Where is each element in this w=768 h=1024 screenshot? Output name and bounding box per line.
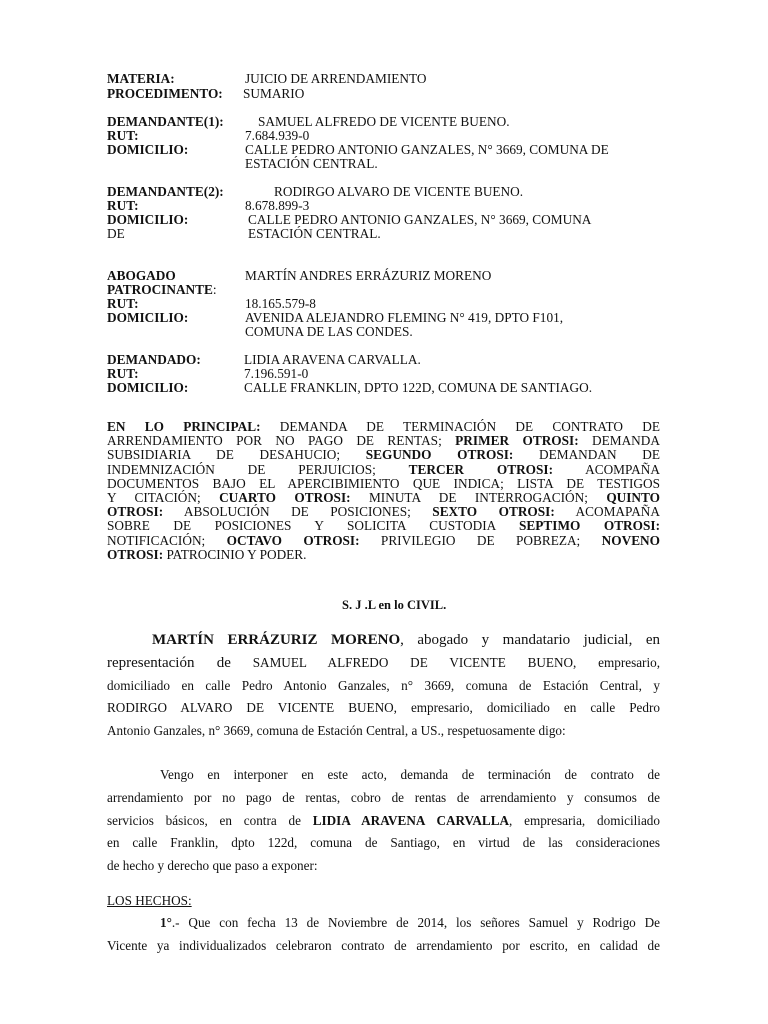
summary-text: MINUTA DE INTERROGACIÓN;	[368, 490, 588, 506]
hechos-line: Vicente ya individualizados celebraron contrato de arrendamiento por escrito, en calidad de	[107, 937, 660, 953]
summary-otrosi-label: CUARTO OTROSI:	[219, 490, 351, 506]
summary-text: DEMANDA DE TERMINACIÓN DE CONTRATO DE	[279, 419, 661, 434]
summary-otrosi-label: SEPTIMO OTROSI:	[519, 518, 661, 534]
summary-line	[107, 491, 660, 505]
intro-line: Antonio Ganzales, n° 3669, comuna de Estación Central, a US., respetuosamente digo:	[107, 723, 566, 739]
summary-text: ACOMAPAÑA	[575, 504, 660, 520]
summary-otrosi-label: PRIMER OTROSI:	[455, 433, 579, 449]
lawyer-name: MARTÍN ERRÁZURIZ MORENO	[152, 632, 401, 648]
demandante1-rut: 7.684.939-0	[245, 128, 310, 143]
intro-line	[107, 652, 660, 675]
summary-line	[107, 519, 660, 533]
intro-line: domiciliado en calle Pedro Antonio Ganzales, n° 3669, comuna de Estación Central, y	[107, 677, 660, 693]
hechos-line	[107, 912, 660, 935]
procedimiento-label: PROCEDIMENTO:	[107, 86, 223, 101]
hechos-text: .- Que con fecha 13 de Noviembre de 2014, los señores Samuel y Rodrigo De	[171, 915, 660, 930]
hechos-number: 1°	[160, 915, 172, 930]
vengo-paragraph	[107, 764, 660, 878]
abogado-rut: 18.165.579-8	[245, 296, 316, 311]
summary-text: SUBSIDIARIA DE DESAHUCIO;	[107, 447, 341, 463]
demandado-rut-label: RUT:	[107, 366, 139, 381]
hechos-paragraph	[107, 912, 660, 958]
summary-otrosi-label: SEXTO OTROSI:	[432, 504, 555, 520]
materia-label: MATERIA:	[107, 71, 175, 86]
vengo-text: servicios básicos, en contra de	[107, 812, 301, 828]
vengo-line: Vengo en interponer en este acto, demanda de terminación de contrato de	[160, 767, 660, 782]
summary-line	[107, 548, 660, 562]
demandante1-name: SAMUEL ALFREDO DE VICENTE BUENO.	[258, 114, 510, 129]
demandante2-domicilio-label: DOMICILIO:	[107, 212, 189, 227]
abogado-domicilio-line1: AVENIDA ALEJANDRO FLEMING N° 419, DPTO F101,	[245, 310, 564, 325]
summary-otrosi-label: QUINTO	[606, 490, 661, 506]
patrocinante-label	[107, 282, 217, 297]
plaintiff-name: SAMUEL ALFREDO DE VICENTE BUENO	[252, 654, 573, 670]
demandante1-label: DEMANDANTE(1):	[107, 114, 224, 129]
hechos-heading: LOS HECHOS:	[107, 893, 192, 908]
summary-otrosi-label: OTROSI:	[107, 546, 164, 562]
demandado-domicilio-label: DOMICILIO:	[107, 380, 189, 395]
summary-text: DOCUMENTOS BAJO EL APERCIBIMIENTO QUE INDICA; LISTA DE TESTIGOS	[107, 475, 660, 491]
defendant-name: LIDIA ARAVENA CARVALLA	[312, 812, 510, 828]
intro-line: RODIRGO ALVARO DE VICENTE BUENO, empresario, domiciliado en calle Pedro	[107, 700, 660, 716]
summary-otrosi-label: NOVENO	[601, 532, 661, 548]
summary-text: PATROCINIO Y PODER.	[166, 546, 307, 562]
summary-line	[107, 448, 660, 462]
vengo-text: , empresaria, domiciliado	[509, 812, 660, 828]
demandante1-domicilio-line1: CALLE PEDRO ANTONIO GANZALES, N° 3669, COMUNA DE	[245, 142, 609, 157]
summary-line	[107, 420, 660, 434]
summary-line	[107, 463, 660, 477]
demandante1-domicilio-label: DOMICILIO:	[107, 142, 189, 157]
summary-text: PRIVILEGIO DE POBREZA;	[380, 532, 581, 548]
abogado-domicilio-label: DOMICILIO:	[107, 310, 189, 325]
demandado-label: DEMANDADO:	[107, 352, 201, 367]
patrocinante-label-text: PATROCINANTE	[107, 282, 213, 297]
summary-text: Y CITACIÓN;	[107, 490, 201, 506]
demandado-rut: 7.196.591-0	[244, 366, 309, 381]
vengo-line: de hecho y derecho que paso a exponer:	[107, 858, 318, 874]
demandante1-domicilio-line2: ESTACIÓN CENTRAL.	[245, 156, 378, 171]
procedimiento-value: SUMARIO	[243, 86, 305, 101]
summary-otrosi-label: OTROSI:	[107, 504, 164, 520]
demandante2-domicilio-line1: CALLE PEDRO ANTONIO GANZALES, N° 3669, COMUNA	[248, 212, 592, 227]
materia-value: JUICIO DE ARRENDAMIENTO	[245, 71, 427, 86]
summary-line	[107, 434, 660, 448]
intro-paragraph	[107, 629, 660, 743]
demandante2-domicilio-label2: DE	[107, 226, 125, 241]
patrocinante-colon: :	[212, 282, 217, 297]
summary-text: SOBRE DE POSICIONES Y SOLICITA CUSTODIA	[107, 518, 496, 534]
summary-text: DEMANDAN DE	[539, 447, 660, 463]
summary-paragraph	[107, 420, 660, 562]
abogado-label: ABOGADO	[107, 268, 176, 283]
demandado-domicilio: CALLE FRANKLIN, DPTO 122D, COMUNA DE SANTIAGO.	[244, 380, 593, 395]
summary-text: NOTIFICACIÓN;	[107, 532, 206, 548]
summary-text: ABSOLUCIÓN DE POSICIONES;	[183, 504, 411, 520]
demandante2-rut: 8.678.899-3	[245, 198, 310, 213]
summary-line	[107, 534, 660, 548]
intro-text: representación de	[107, 654, 231, 671]
vengo-line: en calle Franklin, dpto 122d, comuna de Santiago, en virtud de las consideraciones	[107, 835, 660, 851]
demandante2-name: RODIRGO ALVARO DE VICENTE BUENO.	[274, 184, 524, 199]
abogado-name: MARTÍN ANDRES ERRÁZURIZ MORENO	[245, 268, 492, 283]
demandante2-label: DEMANDANTE(2):	[107, 184, 224, 199]
summary-text: ACOMPAÑA	[585, 461, 660, 477]
abogado-domicilio-line2: COMUNA DE LAS CONDES.	[245, 324, 413, 339]
demandante2-domicilio-line2: ESTACIÓN CENTRAL.	[248, 226, 381, 241]
summary-line	[107, 505, 660, 519]
summary-principal-label: EN LO PRINCIPAL:	[107, 419, 261, 434]
demandado-name: LIDIA ARAVENA CARVALLA.	[244, 352, 421, 367]
summary-otrosi-label: TERCER OTROSI:	[408, 461, 554, 477]
summary-text: INDEMNIZACIÓN DE PERJUICIOS;	[107, 461, 376, 477]
vengo-line	[107, 810, 660, 833]
summary-text: ARRENDAMIENTO POR NO PAGO DE RENTAS;	[107, 433, 442, 449]
demandante1-rut-label: RUT:	[107, 128, 139, 143]
intro-line	[107, 629, 660, 652]
abogado-rut-label: RUT:	[107, 296, 139, 311]
summary-otrosi-label: OCTAVO OTROSI:	[226, 532, 360, 548]
court-heading: S. J .L en lo CIVIL.	[342, 598, 447, 612]
intro-text: , abogado y mandatario judicial, en	[400, 632, 660, 648]
summary-text: DEMANDA	[592, 433, 660, 449]
summary-otrosi-label: SEGUNDO OTROSI:	[365, 447, 514, 463]
summary-line	[107, 477, 660, 491]
demandante2-rut-label: RUT:	[107, 198, 139, 213]
intro-text: , empresario,	[573, 654, 661, 670]
vengo-line: arrendamiento por no pago de rentas, cobro de rentas de arrendamiento y consumos de	[107, 789, 660, 805]
